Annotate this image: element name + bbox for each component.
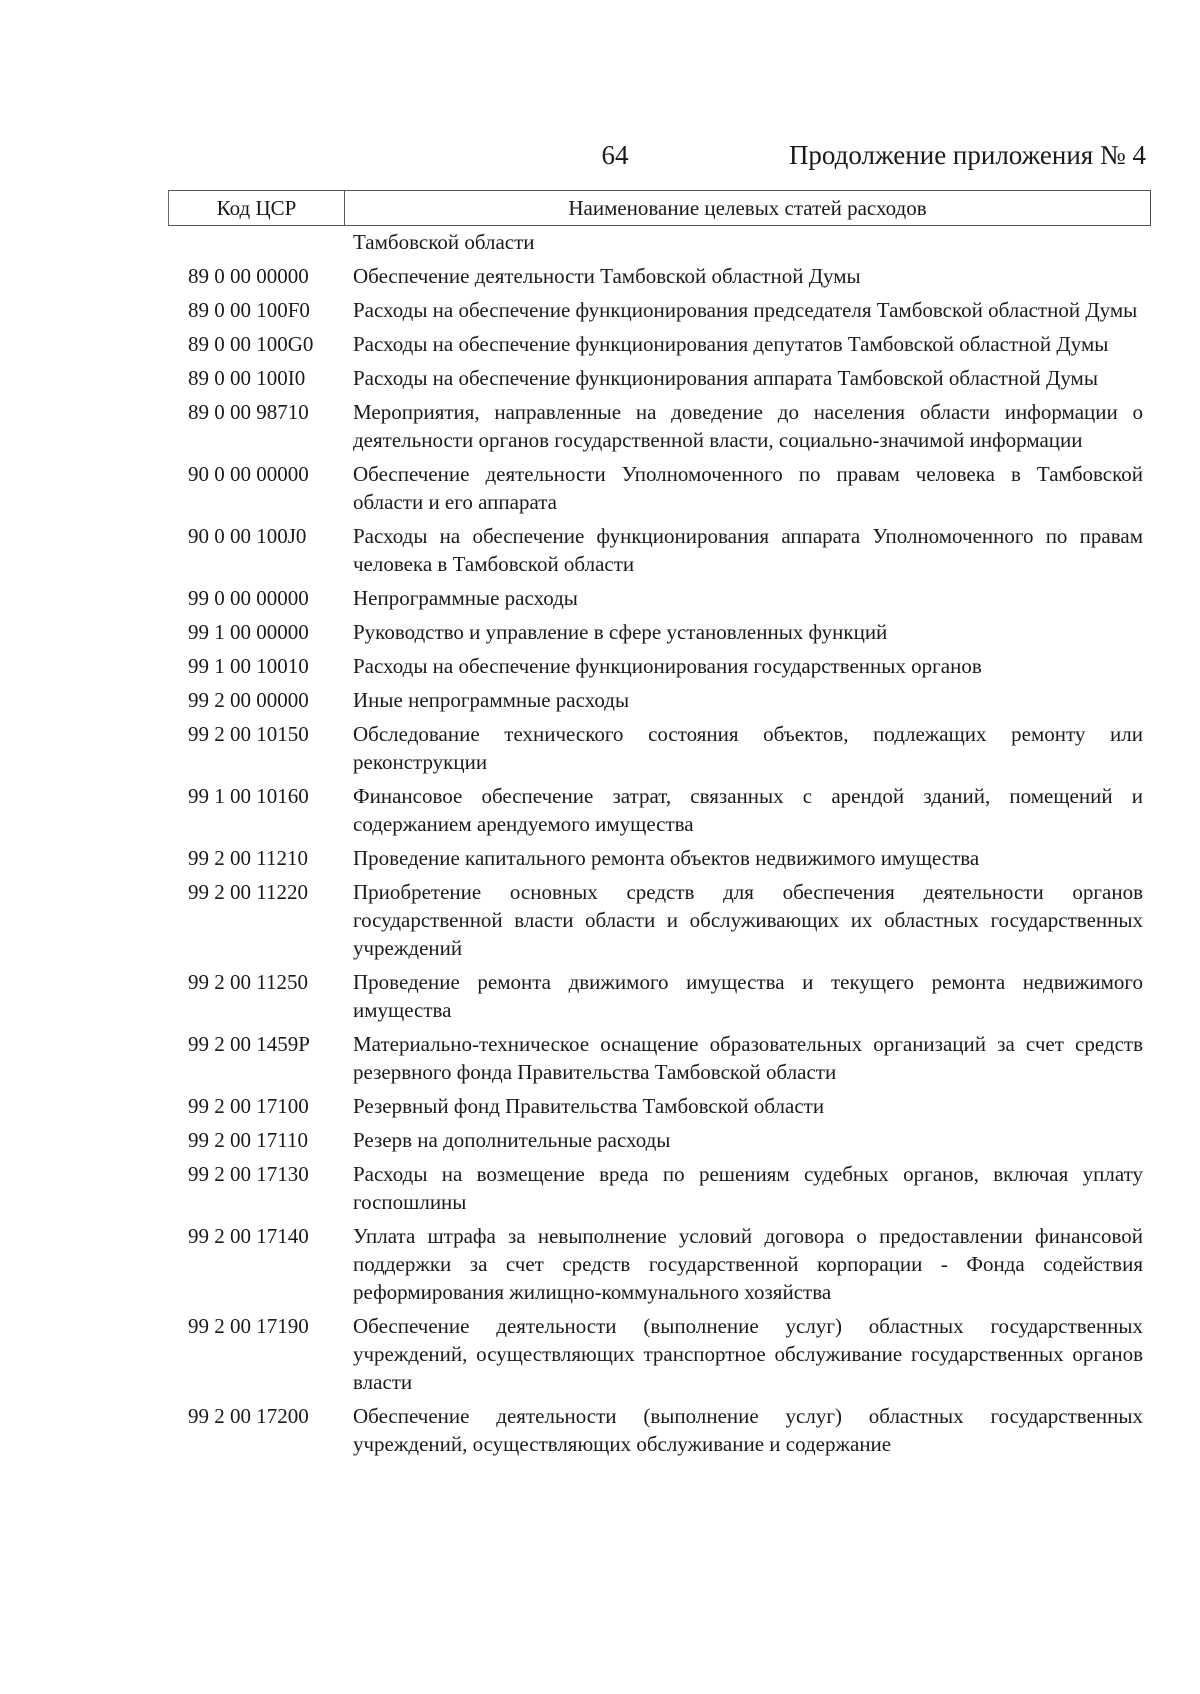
column-header-name: Наименование целевых статей расходов bbox=[568, 196, 927, 220]
row-name: Материально-техническое оснащение образовательных организаций за счет средств резервного фонда Правительства Тамбовской области bbox=[353, 1032, 1143, 1084]
row-name: Руководство и управление в сфере установленных функций bbox=[353, 620, 888, 644]
row-code: 99 2 00 11210 bbox=[188, 846, 308, 870]
row-name: Резерв на дополнительные расходы bbox=[353, 1128, 671, 1152]
row-code: 99 2 00 17140 bbox=[188, 1224, 309, 1248]
table-row bbox=[168, 686, 1151, 714]
row-code: 99 2 00 11250 bbox=[188, 970, 308, 994]
table-row bbox=[168, 584, 1151, 612]
row-code: 89 0 00 100I0 bbox=[188, 366, 306, 390]
row-name: Обеспечение деятельности Тамбовской областной Думы bbox=[353, 264, 861, 288]
table-row bbox=[168, 296, 1151, 324]
row-code: 99 2 00 10150 bbox=[188, 722, 309, 746]
row-name: Обеспечение деятельности (выполнение услуг) областных государственных учреждений, осуществляющих транспортное обслуживание государственных органов власти bbox=[353, 1314, 1143, 1394]
row-name: Приобретение основных средств для обеспечения деятельности органов государственной власти области и обслуживающих их областных государственных учреждений bbox=[353, 880, 1143, 960]
table-row bbox=[168, 364, 1151, 392]
table-row bbox=[168, 228, 1151, 256]
table-row bbox=[168, 878, 1151, 962]
row-name: Расходы на возмещение вреда по решениям судебных органов, включая уплату госпошлины bbox=[353, 1162, 1143, 1214]
row-name: Тамбовской области bbox=[353, 230, 535, 254]
table-row bbox=[168, 782, 1151, 838]
row-name: Расходы на обеспечение функционирования депутатов Тамбовской областной Думы bbox=[353, 332, 1109, 356]
table-body bbox=[168, 228, 1151, 1464]
row-name: Проведение капитального ремонта объектов недвижимого имущества bbox=[353, 846, 980, 870]
appendix-caption: Продолжение приложения № 4 bbox=[788, 140, 1146, 170]
table-row bbox=[168, 398, 1151, 454]
row-name: Обеспечение деятельности (выполнение услуг) областных государственных учреждений, осуществляющих обслуживание и содержание bbox=[353, 1404, 1143, 1456]
row-code: 89 0 00 100G0 bbox=[188, 332, 314, 356]
row-name: Расходы на обеспечение функционирования государственных органов bbox=[353, 654, 982, 678]
row-name: Мероприятия, направленные на доведение до населения области информации о деятельности органов государственной власти, социально-значимой информации bbox=[353, 400, 1143, 452]
table-row bbox=[168, 1092, 1151, 1120]
row-code: 99 2 00 17130 bbox=[188, 1162, 309, 1186]
table-header bbox=[168, 190, 1151, 226]
row-name: Обеспечение деятельности Уполномоченного по правам человека в Тамбовской области и его аппарата bbox=[353, 462, 1143, 514]
row-code: 99 1 00 10160 bbox=[188, 784, 309, 808]
row-code: 99 2 00 1459P bbox=[188, 1032, 310, 1056]
table-row bbox=[168, 1222, 1151, 1306]
table-row bbox=[168, 1030, 1151, 1086]
row-code: 90 0 00 100J0 bbox=[188, 524, 307, 548]
row-code: 89 0 00 98710 bbox=[188, 400, 309, 424]
row-code: 89 0 00 100F0 bbox=[188, 298, 310, 322]
table-row bbox=[168, 618, 1151, 646]
table-row bbox=[168, 1160, 1151, 1216]
row-name: Расходы на обеспечение функционирования председателя Тамбовской областной Думы bbox=[353, 298, 1138, 322]
row-code: 99 1 00 00000 bbox=[188, 620, 309, 644]
table-row bbox=[168, 460, 1151, 516]
row-code: 99 2 00 17100 bbox=[188, 1094, 309, 1118]
table-row bbox=[168, 522, 1151, 578]
row-name: Расходы на обеспечение функционирования аппарата Тамбовской областной Думы bbox=[353, 366, 1098, 390]
row-code: 99 2 00 11220 bbox=[188, 880, 308, 904]
column-header-code: Код ЦСР bbox=[216, 196, 297, 220]
row-name: Расходы на обеспечение функционирования аппарата Уполномоченного по правам человека в Тамбовской области bbox=[353, 524, 1143, 576]
table-row bbox=[168, 1126, 1151, 1154]
row-code: 99 2 00 17190 bbox=[188, 1314, 309, 1338]
row-code: 99 0 00 00000 bbox=[188, 586, 309, 610]
row-code: 99 2 00 17110 bbox=[188, 1128, 308, 1152]
row-code: 99 2 00 00000 bbox=[188, 688, 309, 712]
row-code: 99 2 00 17200 bbox=[188, 1404, 309, 1428]
table-row bbox=[168, 262, 1151, 290]
row-name: Иные непрограммные расходы bbox=[353, 688, 630, 712]
row-name: Проведение ремонта движимого имущества и текущего ремонта недвижимого имущества bbox=[353, 970, 1143, 1022]
table-row bbox=[168, 1312, 1151, 1396]
row-name: Непрограммные расходы bbox=[353, 586, 578, 610]
table-row bbox=[168, 330, 1151, 358]
table-row bbox=[168, 1402, 1151, 1458]
row-code: 99 1 00 10010 bbox=[188, 654, 309, 678]
row-code: 90 0 00 00000 bbox=[188, 462, 309, 486]
table-row bbox=[168, 968, 1151, 1024]
table-row bbox=[168, 720, 1151, 776]
page-number: 64 bbox=[601, 140, 629, 170]
table-row bbox=[168, 844, 1151, 872]
row-code: 89 0 00 00000 bbox=[188, 264, 309, 288]
row-code bbox=[168, 228, 343, 256]
row-name: Обследование технического состояния объектов, подлежащих ремонту или реконструкции bbox=[353, 722, 1143, 774]
row-name: Резервный фонд Правительства Тамбовской области bbox=[353, 1094, 825, 1118]
row-name: Уплата штрафа за невыполнение условий договора о предоставлении финансовой поддержки за счет средств государственной корпорации - Фонда содействия реформирования жилищно-коммунального хозяйства bbox=[353, 1224, 1143, 1304]
row-name: Финансовое обеспечение затрат, связанных с арендой зданий, помещений и содержанием арендуемого имущества bbox=[353, 784, 1143, 836]
table-row bbox=[168, 652, 1151, 680]
